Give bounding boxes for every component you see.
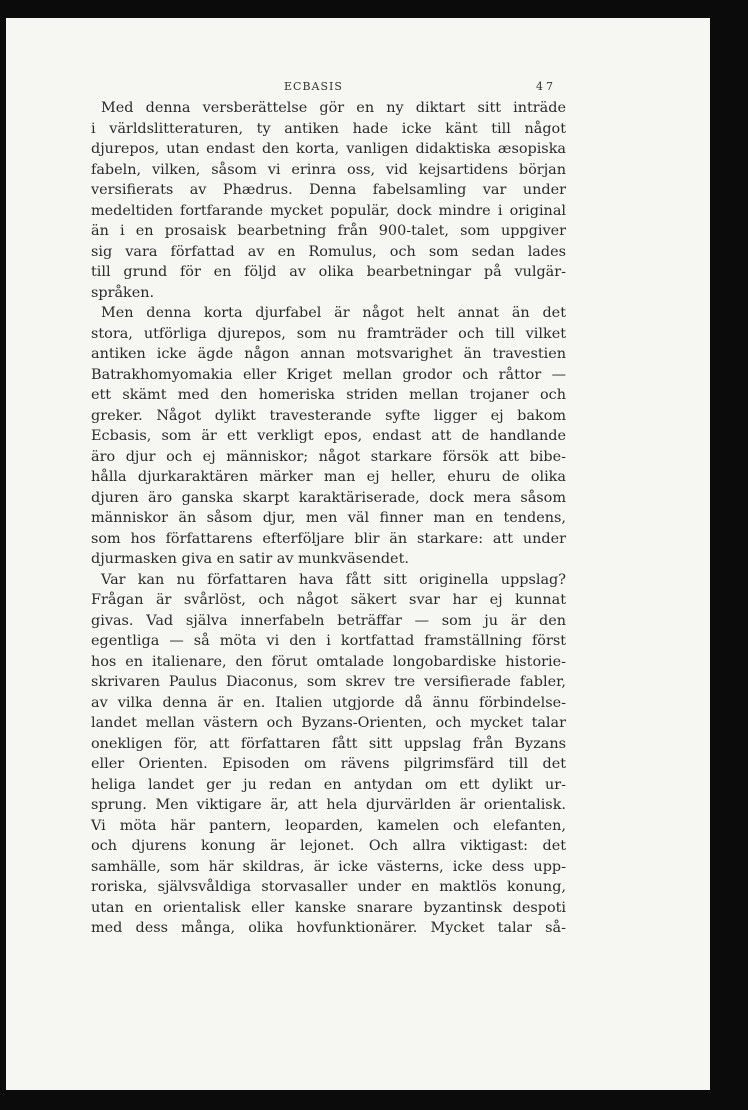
text-line: hålla djurkaraktären märker man ej heller, ehuru de olika xyxy=(91,469,566,485)
text-line: djurmasken giva en satir av munkväsendet. xyxy=(91,551,409,567)
text-line: utan en orientalisk eller kanske snarare byzantinsk despoti xyxy=(91,899,566,916)
text-line: skrivaren Paulus Diaconus, som skrev tre versifierade fabler, xyxy=(91,674,566,690)
text-line: hos en italienare, den förut omtalade longobardiske historie- xyxy=(91,653,566,670)
text-line: som hos författarens efterföljare blir än starkare: att under xyxy=(91,530,566,547)
running-title: ECBASIS xyxy=(284,80,343,93)
text-line: givas. Vad själva innerfabeln beträffar — som ju är den xyxy=(91,612,566,629)
text-line: greker. Något dylikt travesterande syfte ligger ej bakom xyxy=(91,407,566,424)
text-line: eller Orienten. Episoden om rävens pilgrimsfärd till det xyxy=(91,756,566,772)
text-line: till grund för en följd av olika bearbetningar på vulgär- xyxy=(91,264,566,280)
text-line: Var kan nu författaren hava fått sitt originella uppslag? xyxy=(101,571,566,588)
text-line: Men denna korta djurfabel är något helt annat än det xyxy=(101,305,566,321)
text-line: språken. xyxy=(91,284,155,301)
text-line: Ecbasis, som är ett verkligt epos, endast att de handlande xyxy=(91,428,566,444)
text-line: djurepos, utan endast den korta, vanligen didaktiska æsopiska xyxy=(91,141,566,157)
text-line: heliga landet ger ju redan en antydan om ett dylikt ur- xyxy=(91,776,566,793)
text-line: egentliga — så möta vi den i kortfattad framställning först xyxy=(91,633,566,649)
text-line: medeltiden fortfarande mycket populär, dock mindre i original xyxy=(91,202,566,219)
text-line: samhälle, som här skildras, är icke västerns, icke dess upp- xyxy=(91,858,566,875)
text-line: i världslitteraturen, ty antiken hade icke känt till något xyxy=(91,120,566,137)
body-text xyxy=(91,98,566,939)
text-line: roriska, självsvåldiga storvasaller under en maktlös konung, xyxy=(91,879,566,895)
text-line: djuren äro ganska skarpt karaktäriserade, dock mera såsom xyxy=(91,489,566,506)
text-line: med dess många, olika hovfunktionärer. Mycket talar så- xyxy=(91,920,566,936)
text-line: Frågan är svårlöst, och något säkert svar har ej kunnat xyxy=(91,592,566,608)
text-line: onekligen för, att författaren fått sitt uppslag från Byzans xyxy=(91,735,566,752)
book-page xyxy=(6,18,710,1090)
text-line: Batrakhomyomakia eller Kriget mellan grodor och råttor — xyxy=(91,366,566,383)
text-line: än i en prosaisk bearbetning från 900-talet, som uppgiver xyxy=(91,223,566,239)
text-line: sig vara författad av en Romulus, och som sedan lades xyxy=(91,243,566,260)
text-line: av vilka denna är en. Italien utgjorde då ännu förbindelse- xyxy=(91,694,566,711)
text-line: Vi möta här pantern, leoparden, kamelen och elefanten, xyxy=(91,817,566,834)
text-line: antiken icke ägde någon annan motsvarighet än travestien xyxy=(91,346,566,362)
text-line: Med denna versberättelse gör en ny diktart sitt inträde xyxy=(101,100,566,116)
text-line: ett skämt med den homeriska striden mellan trojaner och xyxy=(91,387,566,403)
text-line: äro djur och ej människor; något starkare försök att bibe- xyxy=(91,448,566,465)
page-number: 47 xyxy=(536,80,556,93)
text-line: sprung. Men viktigare är, att hela djurvärlden är orientalisk. xyxy=(91,797,566,813)
text-line: och djurens konung är lejonet. Och allra viktigast: det xyxy=(91,838,566,854)
running-header xyxy=(6,80,710,96)
text-line: landet mellan västern och Byzans-Orienten, och mycket talar xyxy=(91,715,566,731)
text-line: versifierats av Phædrus. Denna fabelsamling var under xyxy=(91,182,566,198)
text-line: stora, utförliga djurepos, som nu framträder och till vilket xyxy=(91,325,566,342)
text-line: fabeln, vilken, såsom vi erinra oss, vid kejsartidens början xyxy=(91,161,566,178)
text-line: människor än såsom djur, men väl finner man en tendens, xyxy=(91,510,566,526)
